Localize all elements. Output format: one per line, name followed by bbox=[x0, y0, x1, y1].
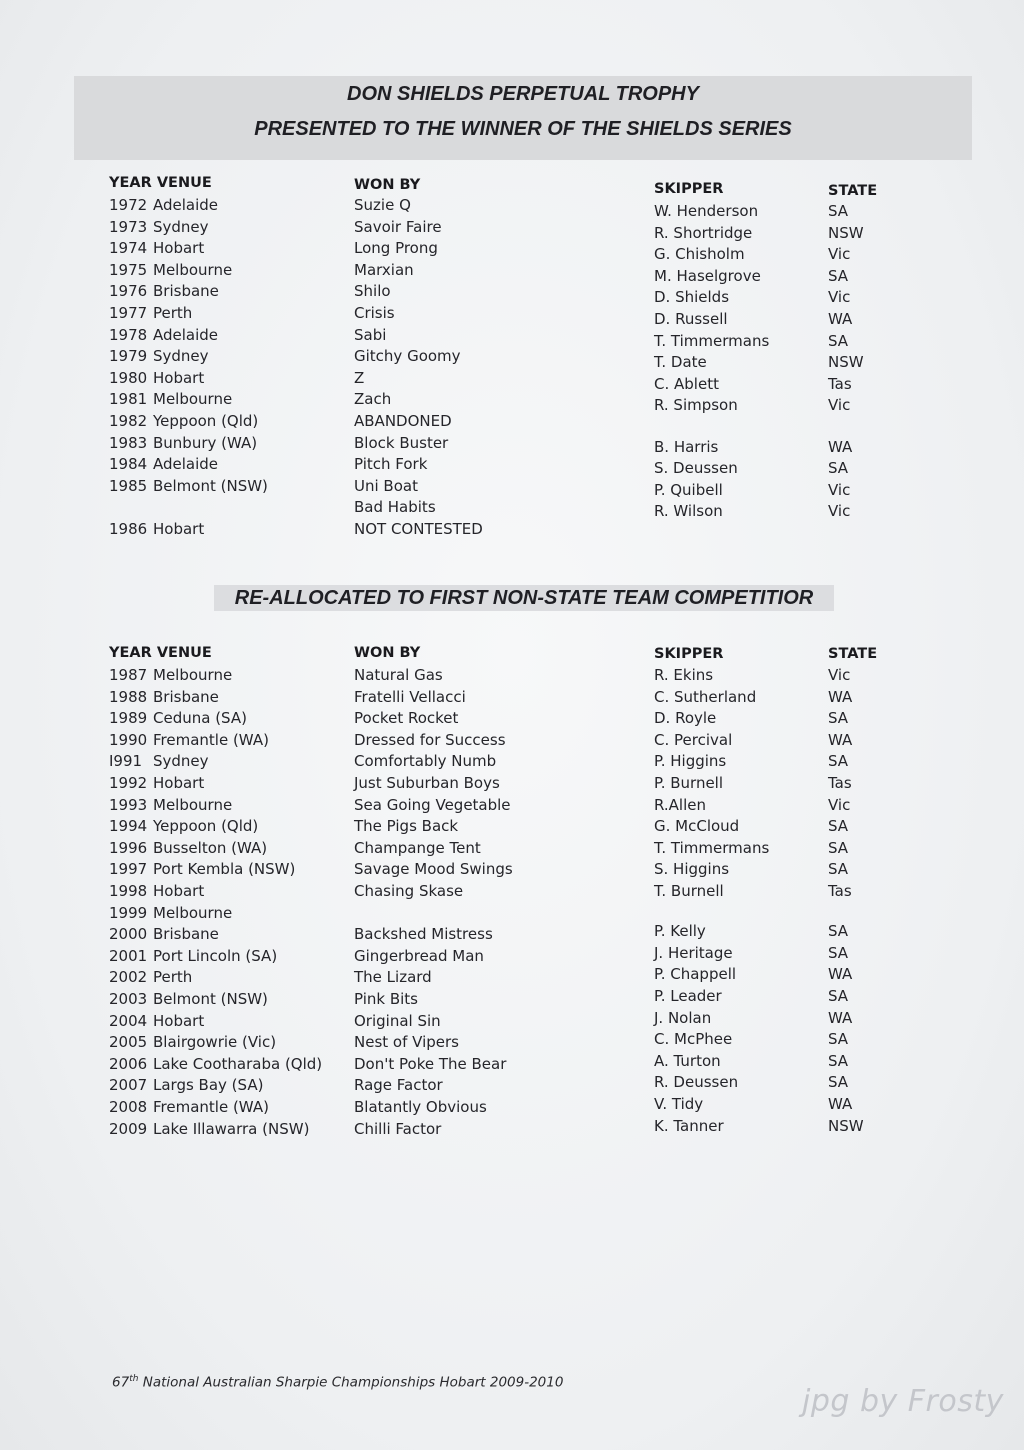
year-cell: 2000 bbox=[109, 925, 148, 944]
table-row bbox=[0, 922, 1024, 947]
venue-cell: Melbourne bbox=[153, 795, 233, 814]
skipper-cell: G. McCloud bbox=[654, 817, 740, 836]
table-row bbox=[0, 987, 1024, 1012]
table-row bbox=[0, 731, 1024, 753]
venue-cell: Yeppoon (Qld) bbox=[153, 412, 259, 430]
won-by-cell: Rage Factor bbox=[354, 1076, 443, 1095]
year-cell: 2005 bbox=[109, 1033, 148, 1052]
skipper-cell: D. Shields bbox=[654, 288, 730, 307]
skipper-cell: S. Higgins bbox=[654, 860, 730, 879]
state-cell: WA bbox=[828, 1095, 853, 1113]
table-row bbox=[0, 412, 1024, 434]
header-won-by: WON BY bbox=[354, 177, 421, 193]
state-cell: SA bbox=[828, 817, 849, 836]
venue-cell: Busselton (WA) bbox=[153, 838, 268, 857]
table-row bbox=[0, 1073, 1024, 1098]
skipper-cell: B. Harris bbox=[654, 437, 719, 456]
state-cell: SA bbox=[828, 1030, 849, 1049]
venue-cell: Melbourne bbox=[153, 260, 233, 279]
won-by-cell: Z bbox=[354, 368, 365, 387]
table-row bbox=[0, 904, 1024, 926]
won-by-cell: The Pigs Back bbox=[354, 817, 459, 836]
title-line-1: DON SHIELDS PERPETUAL TROPHY bbox=[347, 83, 699, 105]
title-banner bbox=[74, 76, 972, 160]
won-by-cell: Backshed Mistress bbox=[354, 925, 493, 944]
skipper-cell: R. Ekins bbox=[654, 666, 714, 684]
won-by-cell: Zach bbox=[354, 390, 392, 409]
won-by-cell: Bad Habits bbox=[354, 498, 436, 517]
skipper-cell: P. Burnell bbox=[654, 774, 724, 792]
won-by-cell: Fratelli Vellacci bbox=[354, 687, 466, 706]
skipper-cell: W. Henderson bbox=[654, 202, 759, 220]
won-by-cell: Blatantly Obvious bbox=[354, 1098, 487, 1116]
table-row bbox=[0, 434, 1024, 456]
table-row bbox=[0, 666, 1024, 688]
year-cell: 1977 bbox=[109, 304, 148, 322]
won-by-cell: Long Prong bbox=[354, 239, 438, 258]
won-by-cell: Pocket Rocket bbox=[354, 709, 459, 728]
year-cell: 1997 bbox=[109, 860, 148, 879]
venue-cell: Hobart bbox=[153, 368, 205, 387]
state-cell: NSW bbox=[828, 353, 864, 372]
table-row bbox=[0, 239, 1024, 264]
state-cell: WA bbox=[828, 730, 853, 749]
venue-cell: Lake Cootharaba (Qld) bbox=[153, 1054, 323, 1073]
state-cell: Vic bbox=[828, 795, 851, 814]
venue-cell: Hobart bbox=[153, 520, 205, 538]
skipper-cell: T. Timmermans bbox=[654, 838, 770, 857]
header-state-2: STATE bbox=[828, 646, 878, 662]
state-cell: Vic bbox=[828, 396, 851, 415]
venue-cell: Port Kembla (NSW) bbox=[153, 860, 296, 879]
won-by-cell: Comfortably Numb bbox=[354, 752, 497, 771]
year-cell: 1984 bbox=[109, 455, 148, 474]
venue-cell: Sydney bbox=[153, 217, 209, 236]
year-cell: 1996 bbox=[109, 838, 148, 857]
venue-cell: Brisbane bbox=[153, 687, 219, 706]
skipper-cell: P. Kelly bbox=[654, 922, 706, 941]
table-row bbox=[0, 1116, 1024, 1142]
table-row bbox=[0, 943, 1024, 969]
venue-cell: Melbourne bbox=[153, 903, 233, 922]
footer-caption bbox=[112, 1374, 563, 1391]
year-cell: 1980 bbox=[109, 368, 148, 387]
skipper-cell: T. Date bbox=[654, 353, 707, 372]
won-by-cell: Sea Going Vegetable bbox=[354, 795, 511, 814]
won-by-cell: Sabi bbox=[354, 325, 387, 344]
venue-cell: Brisbane bbox=[153, 282, 219, 301]
table-row bbox=[0, 709, 1024, 731]
table-row bbox=[0, 498, 1024, 520]
state-cell: SA bbox=[828, 987, 849, 1005]
table-row bbox=[0, 218, 1024, 240]
state-cell: SA bbox=[828, 860, 849, 879]
venue-cell: Perth bbox=[153, 968, 193, 987]
table-row bbox=[0, 390, 1024, 415]
skipper-cell: R. Shortridge bbox=[654, 223, 753, 242]
won-by-cell: Gitchy Goomy bbox=[354, 347, 461, 366]
won-by-cell: Crisis bbox=[354, 304, 395, 322]
header-skipper: SKIPPER bbox=[654, 181, 724, 197]
state-cell: SA bbox=[828, 838, 849, 857]
table-row bbox=[0, 752, 1024, 774]
won-by-cell: Champange Tent bbox=[354, 838, 481, 857]
skipper-cell: K. Tanner bbox=[654, 1116, 724, 1135]
won-by-cell: Just Suburban Boys bbox=[354, 774, 500, 792]
state-cell: SA bbox=[828, 331, 849, 350]
state-cell: WA bbox=[828, 965, 853, 984]
venue-cell: Sydney bbox=[153, 752, 209, 771]
table-row bbox=[0, 347, 1024, 372]
skipper-cell: C. Ablett bbox=[654, 374, 719, 393]
skipper-cell: C. Sutherland bbox=[654, 687, 757, 706]
venue-cell: Ceduna (SA) bbox=[153, 709, 247, 728]
skipper-cell: R. Simpson bbox=[654, 396, 738, 415]
state-cell: WA bbox=[828, 687, 853, 706]
year-cell: 1992 bbox=[109, 774, 148, 792]
table-row bbox=[0, 817, 1024, 839]
state-cell: NSW bbox=[828, 223, 864, 242]
state-cell: SA bbox=[828, 943, 849, 962]
table-row bbox=[0, 688, 1024, 710]
state-cell: WA bbox=[828, 437, 853, 456]
table-row bbox=[0, 282, 1024, 307]
table-row bbox=[0, 774, 1024, 796]
won-by-cell: Uni Boat bbox=[354, 476, 418, 495]
state-cell: SA bbox=[828, 709, 849, 728]
won-by-cell: Natural Gas bbox=[354, 666, 443, 684]
year-cell: 1983 bbox=[109, 433, 148, 452]
venue-cell: Hobart bbox=[153, 882, 205, 900]
venue-cell: Hobart bbox=[153, 774, 205, 792]
venue-cell: Adelaide bbox=[153, 455, 219, 474]
venue-cell: Fremantle (WA) bbox=[153, 1098, 269, 1116]
venue-cell: Bunbury (WA) bbox=[153, 433, 258, 452]
state-cell: Tas bbox=[828, 374, 852, 393]
venue-cell: Perth bbox=[153, 304, 193, 322]
footer-text: National Australian Sharpie Championships Hobart 2009-2010 bbox=[142, 1374, 564, 1391]
footer-number: 67 bbox=[112, 1374, 130, 1391]
table-row bbox=[0, 304, 1024, 326]
venue-cell: Adelaide bbox=[153, 325, 219, 344]
year-cell: 1987 bbox=[109, 666, 148, 684]
skipper-cell: T. Timmermans bbox=[654, 331, 770, 350]
skipper-cell: T. Burnell bbox=[654, 882, 724, 900]
state-cell: Vic bbox=[828, 666, 851, 684]
state-cell: Vic bbox=[828, 245, 851, 264]
won-by-cell: Block Buster bbox=[354, 433, 449, 452]
year-cell: 2007 bbox=[109, 1076, 148, 1095]
year-cell: 1972 bbox=[109, 196, 148, 214]
year-cell: 1973 bbox=[109, 217, 148, 236]
skipper-cell: P. Chappell bbox=[654, 965, 737, 984]
year-cell: 1998 bbox=[109, 882, 148, 900]
won-by-cell: The Lizard bbox=[354, 968, 432, 987]
year-cell: 2003 bbox=[109, 990, 148, 1008]
skipper-cell: M. Haselgrove bbox=[654, 266, 761, 285]
year-cell: 1986 bbox=[109, 520, 148, 538]
venue-cell: Melbourne bbox=[153, 390, 233, 409]
year-cell: 2004 bbox=[109, 1011, 148, 1030]
year-cell: 1979 bbox=[109, 347, 148, 366]
state-cell: Tas bbox=[828, 774, 852, 792]
year-cell: 2006 bbox=[109, 1054, 148, 1073]
venue-cell: Hobart bbox=[153, 239, 205, 258]
table-row bbox=[0, 1030, 1024, 1055]
skipper-cell: J. Heritage bbox=[654, 943, 733, 962]
state-cell: SA bbox=[828, 202, 849, 220]
won-by-cell: Gingerbread Man bbox=[354, 946, 484, 965]
watermark: jpg by Frosty bbox=[802, 1384, 1004, 1419]
state-cell: SA bbox=[828, 1073, 849, 1092]
table-row bbox=[0, 520, 1024, 542]
state-cell: Vic bbox=[828, 502, 851, 521]
won-by-cell: Savoir Faire bbox=[354, 217, 442, 236]
venue-cell: Lake Illawarra (NSW) bbox=[153, 1119, 310, 1138]
won-by-cell: NOT CONTESTED bbox=[354, 520, 483, 538]
skipper-cell: P. Higgins bbox=[654, 752, 727, 771]
table-row bbox=[0, 839, 1024, 861]
year-cell: 1993 bbox=[109, 795, 148, 814]
won-by-cell: Chasing Skase bbox=[354, 882, 464, 900]
table-row bbox=[0, 882, 1024, 904]
year-cell: 2008 bbox=[109, 1098, 148, 1116]
won-by-cell: ABANDONED bbox=[354, 412, 452, 430]
table-row bbox=[0, 1051, 1024, 1077]
header-skipper-2: SKIPPER bbox=[654, 646, 724, 662]
venue-cell: Belmont (NSW) bbox=[153, 476, 268, 495]
state-cell: SA bbox=[828, 752, 849, 771]
year-cell: 1985 bbox=[109, 476, 148, 495]
table-row bbox=[0, 369, 1024, 391]
header-won-by-2: WON BY bbox=[354, 645, 421, 661]
year-cell: I991 bbox=[109, 752, 143, 771]
header-state: STATE bbox=[828, 183, 878, 199]
venue-cell: Fremantle (WA) bbox=[153, 730, 269, 749]
skipper-cell: C. Percival bbox=[654, 730, 733, 749]
won-by-cell: Original Sin bbox=[354, 1011, 441, 1030]
year-cell: 2002 bbox=[109, 968, 148, 987]
header-year-venue-2: YEAR VENUE bbox=[109, 645, 212, 661]
table-row bbox=[0, 326, 1024, 348]
venue-cell: Blairgowrie (Vic) bbox=[153, 1033, 277, 1052]
skipper-cell: P. Quibell bbox=[654, 480, 723, 499]
won-by-cell: Suzie Q bbox=[354, 196, 411, 214]
venue-cell: Yeppoon (Qld) bbox=[153, 817, 259, 836]
won-by-cell: Don't Poke The Bear bbox=[354, 1054, 507, 1073]
state-cell: WA bbox=[828, 310, 853, 328]
skipper-cell: V. Tidy bbox=[654, 1095, 704, 1113]
state-cell: SA bbox=[828, 266, 849, 285]
skipper-cell: S. Deussen bbox=[654, 459, 738, 478]
year-cell: 1989 bbox=[109, 709, 148, 728]
venue-cell: Adelaide bbox=[153, 196, 219, 214]
state-cell: SA bbox=[828, 459, 849, 478]
year-cell: 1976 bbox=[109, 282, 148, 301]
won-by-cell: Nest of Vipers bbox=[354, 1033, 459, 1052]
table-row bbox=[0, 860, 1024, 882]
year-cell: 1994 bbox=[109, 817, 148, 836]
table-row bbox=[0, 1095, 1024, 1120]
won-by-cell: Shilo bbox=[354, 282, 391, 301]
skipper-cell: P. Leader bbox=[654, 987, 722, 1005]
footer-suffix: th bbox=[129, 1374, 139, 1384]
won-by-cell: Marxian bbox=[354, 260, 414, 279]
skipper-cell: R. Deussen bbox=[654, 1073, 739, 1092]
table-row bbox=[0, 1008, 1024, 1034]
venue-cell: Brisbane bbox=[153, 925, 219, 944]
state-cell: NSW bbox=[828, 1116, 864, 1135]
venue-cell: Belmont (NSW) bbox=[153, 990, 268, 1008]
venue-cell: Port Lincoln (SA) bbox=[153, 946, 278, 965]
state-cell: Tas bbox=[828, 882, 852, 900]
year-cell: 1990 bbox=[109, 730, 148, 749]
title-line-2: PRESENTED TO THE WINNER OF THE SHIELDS SERIES bbox=[254, 118, 792, 140]
year-cell: 1988 bbox=[109, 687, 148, 706]
won-by-cell: Savage Mood Swings bbox=[354, 860, 513, 879]
year-cell: 1981 bbox=[109, 390, 148, 409]
won-by-cell: Dressed for Success bbox=[354, 730, 506, 749]
skipper-cell: C. McPhee bbox=[654, 1030, 733, 1049]
won-by-cell: Pink Bits bbox=[354, 990, 418, 1008]
skipper-cell: D. Russell bbox=[654, 310, 728, 328]
venue-cell: Largs Bay (SA) bbox=[153, 1076, 264, 1095]
skipper-cell: R.Allen bbox=[654, 795, 706, 814]
table-row bbox=[0, 455, 1024, 477]
year-cell: 1978 bbox=[109, 325, 148, 344]
venue-cell: Hobart bbox=[153, 1011, 205, 1030]
skipper-cell: A. Turton bbox=[654, 1051, 721, 1070]
skipper-cell: R. Wilson bbox=[654, 502, 723, 521]
state-cell: Vic bbox=[828, 480, 851, 499]
table-row bbox=[0, 477, 1024, 499]
won-by-cell: Pitch Fork bbox=[354, 455, 428, 474]
venue-cell: Sydney bbox=[153, 347, 209, 366]
state-cell: SA bbox=[828, 1051, 849, 1070]
table-row bbox=[0, 261, 1024, 283]
year-cell: 1999 bbox=[109, 903, 148, 922]
header-year-venue: YEAR VENUE bbox=[109, 175, 212, 191]
won-by-cell: Chilli Factor bbox=[354, 1119, 442, 1138]
venue-cell: Melbourne bbox=[153, 666, 233, 684]
table-row bbox=[0, 196, 1024, 218]
year-cell: 1975 bbox=[109, 260, 148, 279]
table-row bbox=[0, 796, 1024, 818]
section-subheading: RE-ALLOCATED TO FIRST NON-STATE TEAM COMPETITIOR bbox=[214, 585, 834, 611]
year-cell: 1974 bbox=[109, 239, 148, 258]
state-cell: Vic bbox=[828, 288, 851, 307]
skipper-cell: J. Nolan bbox=[654, 1008, 712, 1027]
year-cell: 2009 bbox=[109, 1119, 148, 1138]
skipper-cell: D. Royle bbox=[654, 709, 717, 728]
state-cell: SA bbox=[828, 922, 849, 941]
skipper-cell: G. Chisholm bbox=[654, 245, 745, 264]
state-cell: WA bbox=[828, 1008, 853, 1027]
year-cell: 2001 bbox=[109, 946, 148, 965]
table-row bbox=[0, 965, 1024, 990]
year-cell: 1982 bbox=[109, 412, 148, 430]
